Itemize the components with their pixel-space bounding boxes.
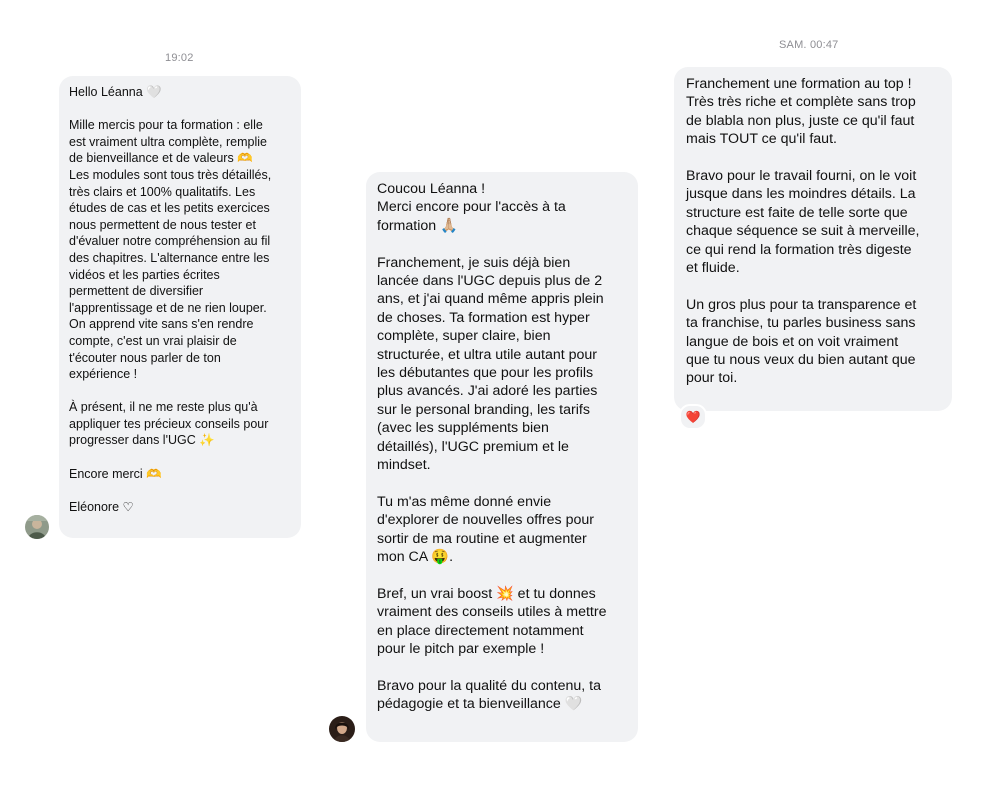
message-paragraph: Encore merci 🫶 bbox=[69, 466, 162, 481]
message-paragraph: Un gros plus pour ta transparence et ta franchise, tu parles business sans langue de bois et on voit vraiment que tu nous veux du bien autant que pour toi. bbox=[686, 296, 917, 387]
message-paragraph: Bref, un vrai boost 💥 et tu donnes vraiment des conseils utiles à mettre en place directement notamment pour le pitch par exemple ! bbox=[377, 585, 607, 658]
message-timestamp: 19:02 bbox=[165, 52, 194, 64]
message-paragraph: Hello Léanna 🤍 bbox=[69, 85, 162, 99]
message-timestamp: SAM. 00:47 bbox=[779, 39, 839, 51]
message-paragraph: Franchement, je suis déjà bien lancée dans l'UGC depuis plus de 2 ans, et j'ai quand même appris plein de choses. Ta formation est hyper complète, super claire, bien structurée, et ultra utile autant pour les débutantes que pour les profils plus avancés. J'ai adoré les parties sur le personal branding, les tarifs (avec les suppléments bien détaillés), l'UGC premium et le mindset. bbox=[377, 254, 604, 474]
message-paragraph: Coucou Léanna ! Merci encore pour l'accès à ta formation 🙏🏼 bbox=[377, 181, 566, 234]
message-paragraph: Tu m'as même donné envie d'explorer de nouvelles offres pour sortir de ma routine et augmenter mon CA 🤑. bbox=[377, 493, 594, 566]
message-paragraph: Mille mercis pour ta formation : elle est vraiment ultra complète, remplie de bienveillance et de valeurs 🫶 Les modules sont tous très détaillés, très clairs et 100% qualitatifs. Les études de cas et les petits exercices nous permettent de nous tester et d'évaluer notre compréhension au fil des chapitres. L'alternance entre les vidéos et les parties écrites permettent de diversifier l'apprentissage et de ne rien louper. On apprend vite sans s'en rendre compte, c'est un vrai plaisir de t'écouter nous parler de ton expérience ! bbox=[69, 118, 272, 382]
message-paragraph: Franchement une formation au top ! Très très riche et complète sans trop de blabla non plus, juste ce qu'il faut mais TOUT ce qu'il faut. bbox=[686, 76, 916, 148]
message-paragraph: Bravo pour la qualité du contenu, ta pédagogie et ta bienveillance 🤍 bbox=[377, 677, 602, 713]
message-bubble[interactable] bbox=[59, 76, 301, 538]
avatar[interactable] bbox=[329, 716, 355, 742]
heart-reaction-icon[interactable]: ❤️ bbox=[679, 404, 707, 430]
message-paragraph: Bravo pour le travail fourni, on le voit jusque dans les moindres détails. La structure est faite de telle sorte que chaque séquence se suit à merveille, ce qui rend la formation très digeste et fluide. bbox=[686, 168, 920, 277]
avatar-photo-icon bbox=[329, 716, 355, 742]
message-bubble[interactable] bbox=[674, 67, 952, 411]
avatar[interactable] bbox=[25, 515, 49, 539]
message-paragraph: À présent, il ne me reste plus qu'à appliquer tes précieux conseils pour progresser dans l'UGC ✨ bbox=[69, 400, 269, 448]
avatar-photo-icon bbox=[25, 515, 49, 539]
message-bubble[interactable] bbox=[366, 172, 638, 742]
message-paragraph: Eléonore ♡ bbox=[69, 499, 134, 514]
